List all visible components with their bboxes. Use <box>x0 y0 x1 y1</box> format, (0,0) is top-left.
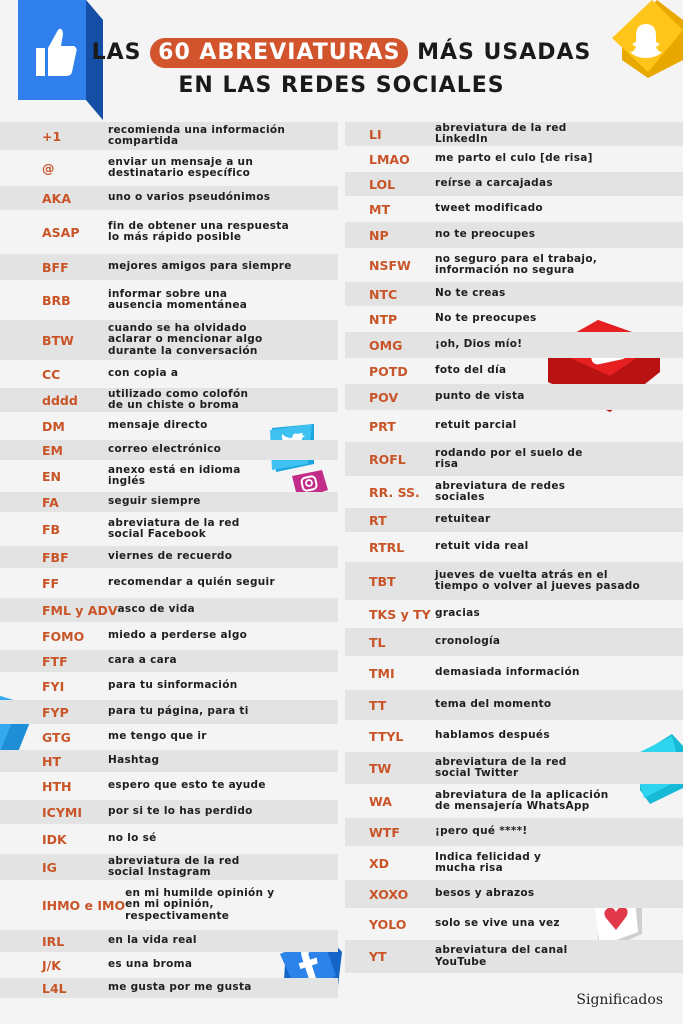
abbreviation-term: TTYL <box>369 728 404 744</box>
abbreviation-term: TMI <box>369 665 395 681</box>
abbreviation-meaning: para tu sinformación <box>108 679 238 692</box>
abbreviation-meaning: abreviatura de la red social Instagram <box>108 854 240 878</box>
abbreviation-meaning: miedo a perderse algo <box>108 629 248 642</box>
abbreviation-meaning: asco de vida <box>117 603 195 616</box>
abbreviation-term: POTD <box>369 363 408 379</box>
abbreviation-meaning: abreviatura de la red social Twitter <box>435 755 567 779</box>
abbreviation-row <box>0 800 338 824</box>
abbreviation-term: NP <box>369 227 389 243</box>
abbreviation-row <box>0 186 338 210</box>
abbreviation-row <box>0 212 338 252</box>
abbreviation-meaning: abreviatura de la red social Facebook <box>108 516 240 540</box>
abbreviation-meaning: gracias <box>435 607 481 620</box>
brand-logo: Significados <box>576 992 663 1008</box>
abbreviation-meaning: anexo está en idioma inglés <box>108 463 241 487</box>
abbreviation-row <box>0 514 338 544</box>
abbreviation-term: AKA <box>42 190 72 206</box>
abbreviation-meaning: me gusta por me gusta <box>108 981 252 994</box>
title-line-2: EN LAS REDES SOCIALES <box>178 73 505 98</box>
abbreviation-meaning: no seguro para el trabajo, información no segura <box>435 252 598 276</box>
abbreviation-meaning: Indica felicidad y mucha risa <box>435 850 542 874</box>
abbreviation-row <box>0 546 338 568</box>
abbreviation-row <box>0 440 338 460</box>
abbreviation-term: +1 <box>42 128 62 144</box>
abbreviation-row <box>345 360 683 382</box>
abbreviation-row <box>0 152 338 184</box>
abbreviation-meaning: es una broma <box>108 958 193 971</box>
abbreviation-meaning: tema del momento <box>435 698 552 711</box>
abbreviation-meaning: ¡oh, Dios mío! <box>435 338 523 351</box>
abbreviation-row <box>0 414 338 438</box>
abbreviation-term: EM <box>42 442 63 458</box>
abbreviation-term: XD <box>369 855 390 871</box>
abbreviation-term: FBF <box>42 549 69 565</box>
abbreviation-row <box>0 598 338 622</box>
abbreviation-term: EN <box>42 468 62 484</box>
abbreviation-term: FOMO <box>42 628 85 644</box>
abbreviation-meaning: recomienda una información compartida <box>108 123 286 147</box>
abbreviation-meaning: punto de vista <box>435 390 525 403</box>
abbreviation-term: ROFL <box>369 451 406 467</box>
abbreviation-row <box>0 122 338 150</box>
abbreviation-row <box>345 198 683 220</box>
title-highlight: 60 ABREVIATURAS <box>150 38 408 68</box>
abbreviation-term: BTW <box>42 332 74 348</box>
abbreviation-meaning: enviar un mensaje a un destinatario específico <box>108 155 254 179</box>
abbreviation-row <box>0 954 338 976</box>
abbreviation-meaning: cara a cara <box>108 654 177 667</box>
abbreviation-meaning: viernes de recuerdo <box>108 550 233 563</box>
abbreviation-meaning: informar sobre una ausencia momentánea <box>108 287 248 311</box>
abbreviation-term: MT <box>369 201 390 217</box>
abbreviation-term: GTG <box>42 729 71 745</box>
abbreviation-meaning: demasiada información <box>435 666 580 679</box>
abbreviation-meaning: jueves de vuelta atrás en el tiempo o volver al jueves pasado <box>435 568 641 592</box>
abbreviation-term: FYP <box>42 704 69 720</box>
abbreviation-meaning: uno o varios pseudónimos <box>108 191 271 204</box>
abbreviation-row <box>345 786 683 816</box>
title-word-las: LAS <box>91 40 142 65</box>
abbreviation-term: ASAP <box>42 224 80 240</box>
abbreviation-meaning: retuit vida real <box>435 540 529 553</box>
abbreviation-term: DM <box>42 418 65 434</box>
abbreviation-meaning: reírse a carcajadas <box>435 177 553 190</box>
abbreviation-term: RR. SS. <box>369 484 420 500</box>
abbreviation-term: IHMO e IMO <box>42 897 126 913</box>
abbreviation-row <box>345 508 683 532</box>
abbreviation-term: YT <box>369 949 387 964</box>
abbreviation-meaning: recomendar a quién seguir <box>108 576 275 589</box>
abbreviation-term: IDK <box>42 831 67 847</box>
abbreviation-term: OMG <box>369 337 403 353</box>
abbreviation-term: TKS y TY <box>369 606 431 622</box>
abbreviation-row <box>0 650 338 672</box>
abbreviation-row <box>0 826 338 852</box>
abbreviation-row <box>0 492 338 512</box>
abbreviation-term: FB <box>42 521 61 537</box>
abbreviation-term: NSFW <box>369 257 411 273</box>
abbreviation-meaning: abreviatura del canal YouTube <box>435 944 568 968</box>
abbreviation-meaning: en la vida real <box>108 934 197 947</box>
abbreviation-row <box>0 674 338 698</box>
abbreviation-term: J/K <box>42 957 61 973</box>
abbreviation-row <box>0 930 338 952</box>
abbreviation-meaning: no te preocupes <box>435 228 536 241</box>
abbreviation-meaning: correo electrónico <box>108 443 222 456</box>
abbreviation-term: NTC <box>369 286 398 302</box>
abbreviation-row <box>345 880 683 908</box>
abbreviation-term: BRB <box>42 292 71 308</box>
abbreviation-row <box>0 750 338 772</box>
abbreviation-meaning: mejores amigos para siempre <box>108 260 292 273</box>
abbreviation-meaning: No te creas <box>435 287 506 300</box>
abbreviation-term: HT <box>42 753 61 769</box>
abbreviation-row <box>0 388 338 412</box>
abbreviation-meaning: rodando por el suelo de risa <box>435 446 583 470</box>
abbreviation-row <box>345 384 683 410</box>
page-title <box>0 36 683 102</box>
abbreviation-term: FYI <box>42 678 65 694</box>
abbreviation-meaning: me tengo que ir <box>108 730 207 743</box>
abbreviation-meaning: No te preocupes <box>435 312 537 325</box>
abbreviation-row <box>345 658 683 688</box>
abbreviation-term: TT <box>369 697 387 713</box>
abbreviation-term: FML y ADV <box>42 602 118 618</box>
abbreviation-term: L4L <box>42 980 67 996</box>
abbreviation-row <box>345 940 683 973</box>
abbreviation-row <box>0 320 338 360</box>
abbreviation-term: WTF <box>369 824 400 840</box>
abbreviation-meaning: en mi humilde opinión y en mi opinión, respectivamente <box>125 886 275 922</box>
abbreviation-term: FF <box>42 575 60 591</box>
abbreviation-meaning: cuando se ha olvidado aclarar o mencionar algo durante la conversación <box>108 321 263 357</box>
abbreviation-row <box>345 690 683 720</box>
abbreviation-row <box>0 254 338 280</box>
abbreviation-term: BFF <box>42 259 69 275</box>
abbreviation-meaning: Hashtag <box>108 754 160 767</box>
abbreviation-term: WA <box>369 793 392 809</box>
abbreviation-row <box>345 534 683 560</box>
abbreviation-row <box>0 726 338 748</box>
abbreviation-term: IRL <box>42 933 65 949</box>
abbreviation-row <box>345 602 683 626</box>
abbreviation-term: FA <box>42 494 59 510</box>
abbreviation-term: PRT <box>369 418 396 434</box>
abbreviation-term: @ <box>42 160 55 176</box>
abbreviation-row <box>345 308 683 330</box>
abbreviation-row <box>345 172 683 196</box>
abbreviation-row <box>345 442 683 476</box>
abbreviation-row <box>345 412 683 440</box>
abbreviation-row <box>0 978 338 998</box>
abbreviation-row <box>345 848 683 878</box>
abbreviation-row <box>0 570 338 596</box>
abbreviation-term: FTF <box>42 653 68 669</box>
abbreviation-term: RTRL <box>369 539 405 555</box>
abbreviation-term: POV <box>369 389 399 405</box>
abbreviation-meaning: no lo sé <box>108 832 157 845</box>
abbreviation-row <box>0 700 338 724</box>
abbreviation-term: TL <box>369 634 386 650</box>
abbreviation-meaning: cronología <box>435 635 501 648</box>
abbreviation-row <box>0 282 338 318</box>
abbreviation-term: YOLO <box>369 916 407 932</box>
abbreviation-term: LOL <box>369 176 396 192</box>
abbreviation-row <box>345 122 683 146</box>
abbreviation-meaning: seguir siempre <box>108 495 201 508</box>
abbreviation-meaning: fin de obtener una respuesta lo más rápido posible <box>108 219 289 243</box>
abbreviation-meaning: espero que esto te ayude <box>108 779 266 792</box>
abbreviation-row <box>0 624 338 648</box>
abbreviation-meaning: tweet modificado <box>435 202 543 215</box>
title-word-mas-usadas: MÁS USADAS <box>417 40 592 65</box>
abbreviation-term: dddd <box>42 392 78 408</box>
abbreviation-term: LMAO <box>369 151 410 167</box>
abbreviation-row <box>345 562 683 600</box>
abbreviation-term: CC <box>42 366 61 382</box>
abbreviation-meaning: por si te lo has perdido <box>108 805 253 818</box>
abbreviation-meaning: con copia a <box>108 367 179 380</box>
abbreviation-row <box>0 882 338 928</box>
abbreviation-row <box>345 282 683 306</box>
abbreviation-row <box>345 818 683 846</box>
abbreviation-term: IG <box>42 859 57 875</box>
abbreviation-meaning: hablamos después <box>435 729 550 742</box>
abbreviation-row <box>0 854 338 880</box>
abbreviation-meaning: ¡pero qué ****! <box>435 825 528 838</box>
abbreviation-meaning: mensaje directo <box>108 419 208 432</box>
abbreviation-term: LI <box>369 126 382 142</box>
abbreviation-row <box>345 250 683 280</box>
abbreviation-term: TW <box>369 760 392 776</box>
abbreviation-row <box>0 462 338 490</box>
abbreviation-meaning: retuit parcial <box>435 419 517 432</box>
abbreviation-meaning: utilizado como colofón de un chiste o broma <box>108 387 249 411</box>
abbreviation-meaning: abreviatura de redes sociales <box>435 479 566 503</box>
abbreviation-meaning: besos y abrazos <box>435 887 535 900</box>
abbreviation-meaning: me parto el culo [de risa] <box>435 152 593 165</box>
abbreviation-meaning: solo se vive una vez <box>435 917 560 930</box>
abbreviation-row <box>345 148 683 170</box>
abbreviation-row <box>345 910 683 938</box>
abbreviation-meaning: foto del día <box>435 364 507 377</box>
abbreviation-meaning: abreviatura de la aplicación de mensajería WhatsApp <box>435 788 609 812</box>
abbreviation-term: XOXO <box>369 886 409 902</box>
abbreviation-row <box>0 362 338 386</box>
abbreviation-row <box>345 478 683 506</box>
abbreviation-term: RT <box>369 512 387 528</box>
abbreviation-term: HTH <box>42 778 72 794</box>
abbreviation-row <box>345 722 683 750</box>
abbreviation-row <box>345 752 683 784</box>
abbreviation-row <box>345 332 683 358</box>
abbreviation-row <box>345 628 683 656</box>
abbreviation-meaning: retuitear <box>435 513 491 526</box>
abbreviation-row <box>0 774 338 798</box>
abbreviation-term: NTP <box>369 311 398 327</box>
title-line-1 <box>0 36 683 69</box>
abbreviation-meaning: abreviatura de la red LinkedIn <box>435 121 567 145</box>
abbreviation-term: TBT <box>369 573 396 589</box>
abbreviation-term: ICYMI <box>42 804 82 820</box>
abbreviation-meaning: para tu página, para ti <box>108 705 249 718</box>
abbreviation-row <box>345 222 683 248</box>
